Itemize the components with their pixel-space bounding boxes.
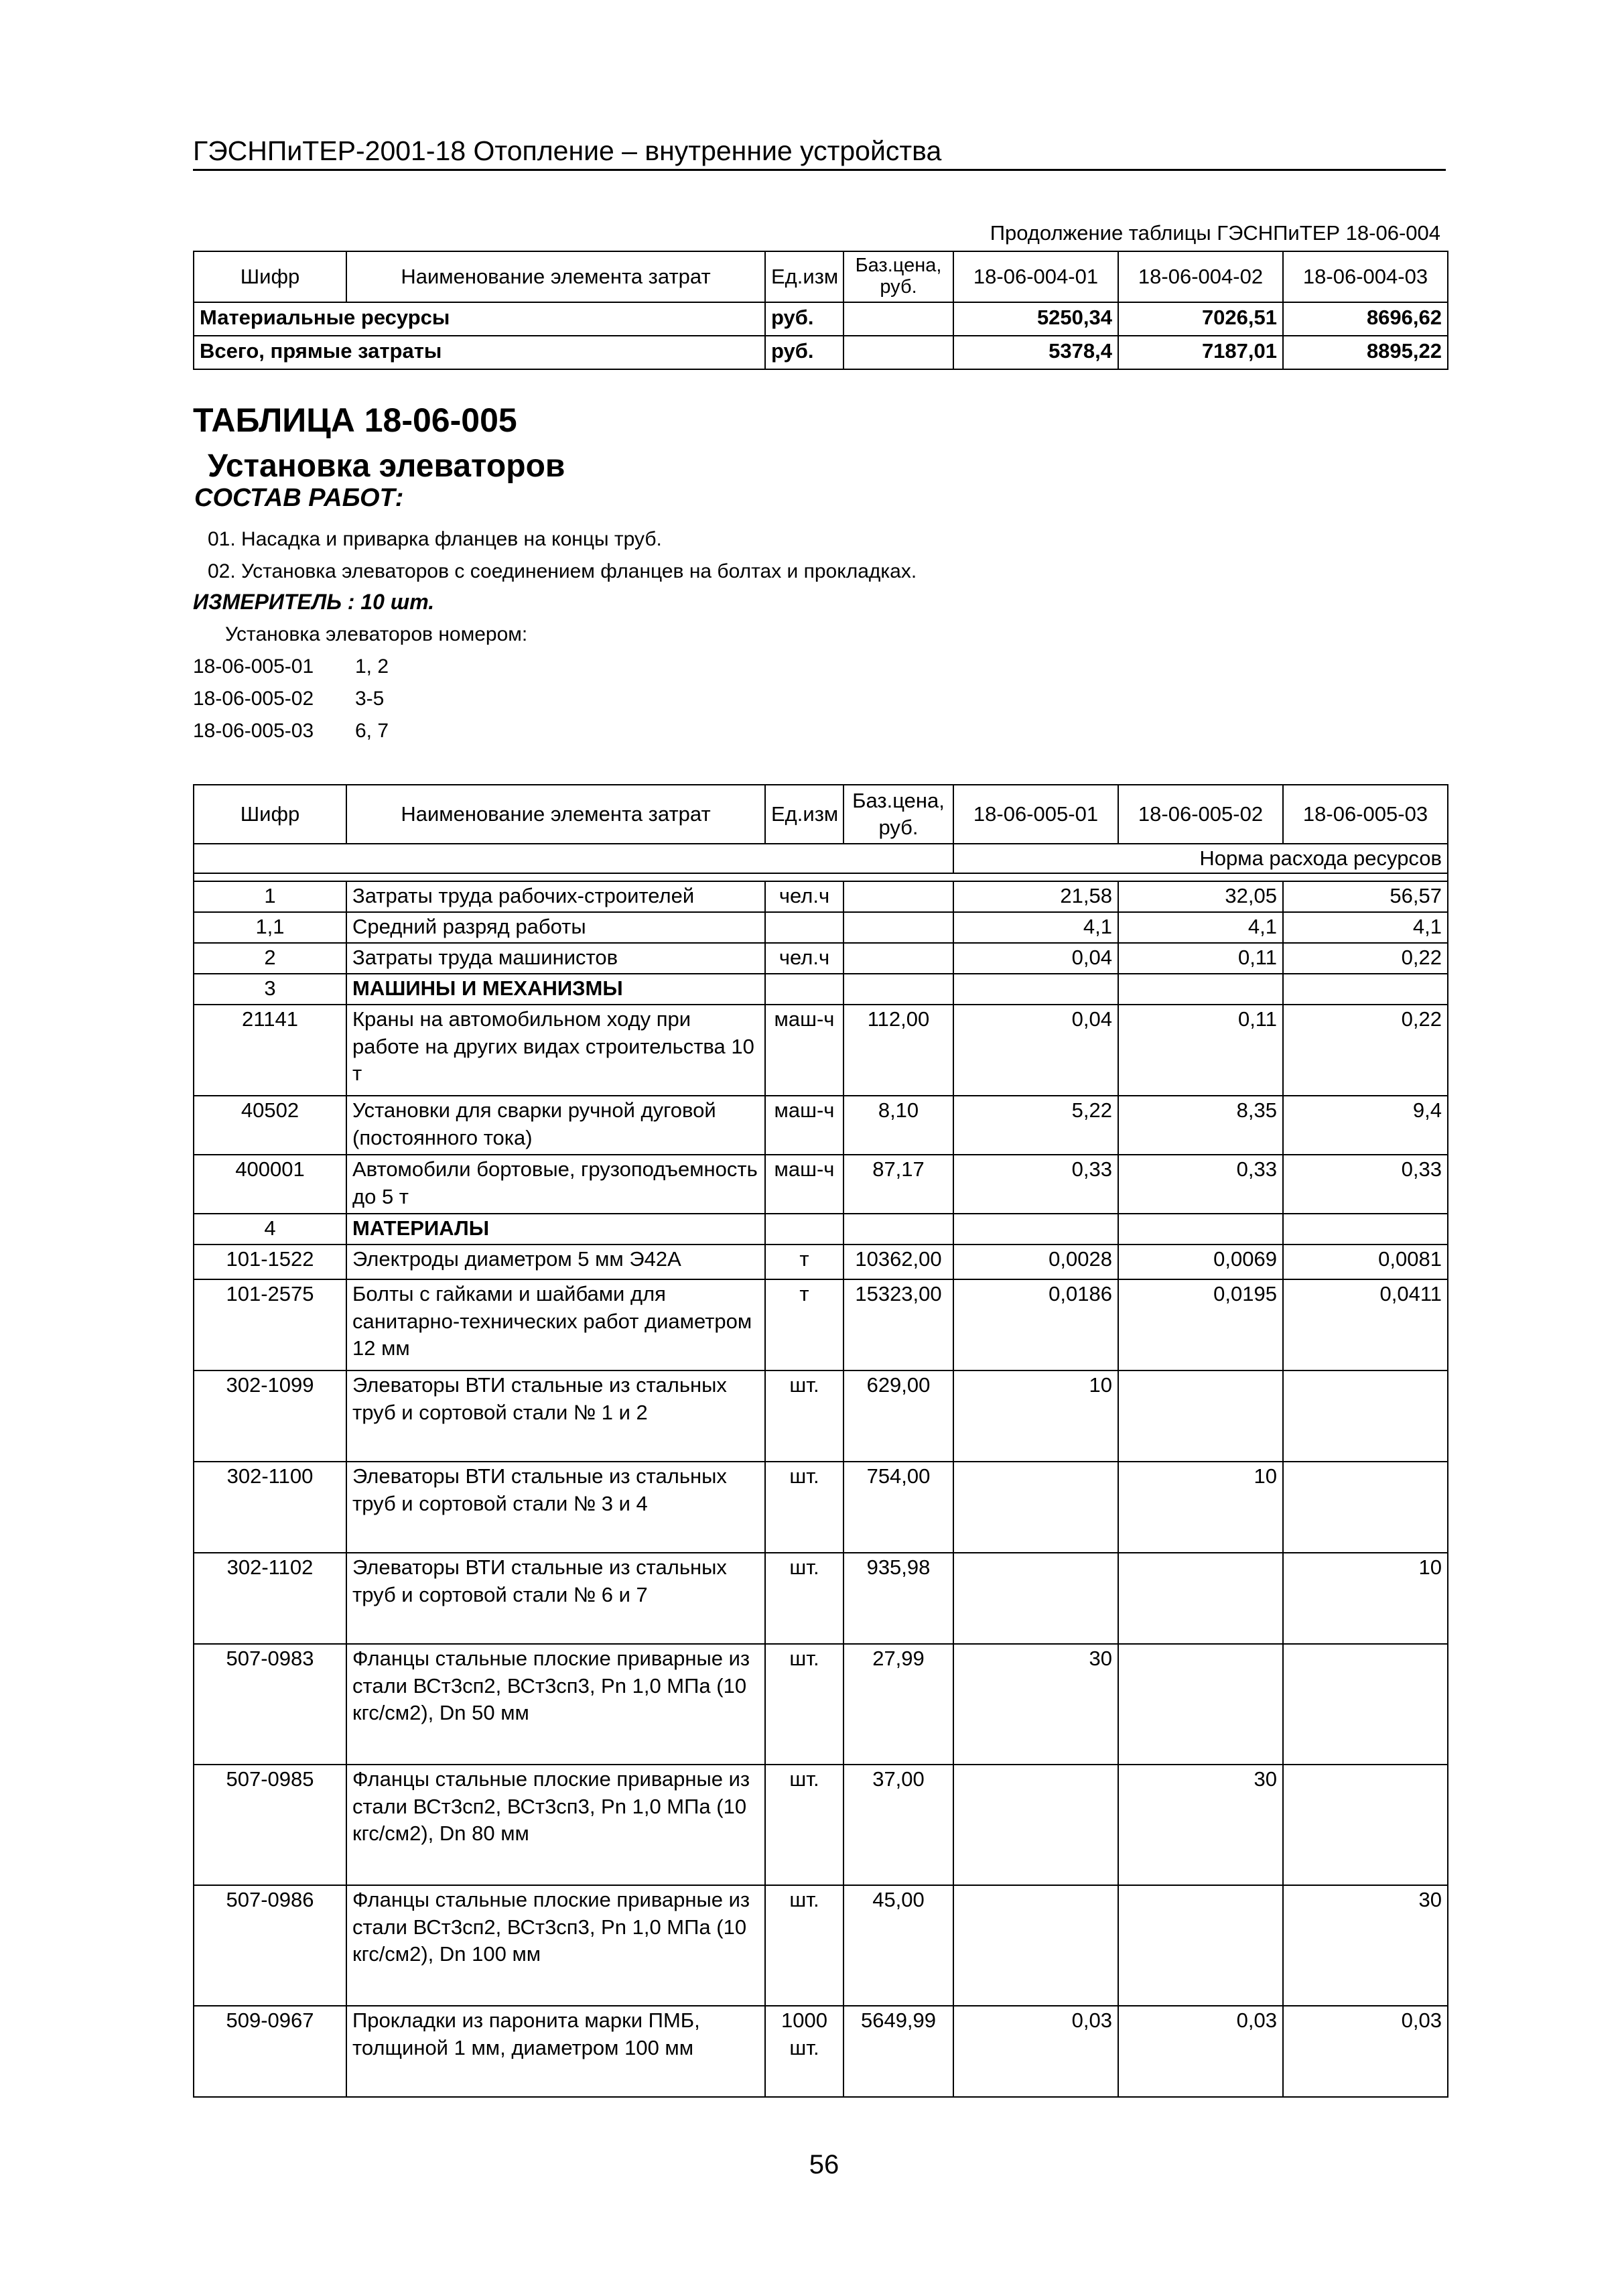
row-code: 302-1100: [194, 1462, 346, 1553]
row-v1: [953, 1214, 1118, 1245]
row-unit: чел.ч: [765, 881, 843, 912]
row-v3: 4,1: [1283, 912, 1448, 943]
continuation-header-row: [194, 251, 1448, 302]
column-header: Ед.изм: [765, 251, 843, 302]
column-header: Шифр: [194, 251, 346, 302]
column-header: Баз.цена, руб.: [843, 785, 953, 844]
column-header: 18-06-005-02: [1118, 785, 1283, 844]
row-unit: шт.: [765, 1462, 843, 1553]
row-value: 5250,34: [953, 302, 1118, 336]
row-v2: 0,11: [1118, 943, 1283, 974]
norm-row: [194, 844, 1448, 873]
column-header: Шифр: [194, 785, 346, 844]
row-price: 10362,00: [843, 1245, 953, 1279]
row-price: 15323,00: [843, 1279, 953, 1370]
row-code: 400001: [194, 1155, 346, 1214]
operation-item: 02. Установка элеваторов с соединением фланцев на болтах и прокладках.: [208, 560, 917, 582]
table-title: ТАБЛИЦА 18-06-005: [193, 401, 517, 439]
variant-code: 18-06-005-02: [193, 688, 314, 710]
row-code: 509-0967: [194, 2006, 346, 2097]
column-header: 18-06-004-01: [953, 251, 1118, 302]
row-v1: 0,04: [953, 1005, 1118, 1096]
row-code: 507-0986: [194, 1885, 346, 2006]
row-code: 3: [194, 974, 346, 1005]
row-v2: 0,0069: [1118, 1245, 1283, 1279]
row-v3: [1283, 1370, 1448, 1462]
table-subtitle: Установка элеваторов: [208, 448, 565, 484]
row-code: 101-2575: [194, 1279, 346, 1370]
row-unit: маш-ч: [765, 1005, 843, 1096]
row-code: 2: [194, 943, 346, 974]
row-v1: [953, 1885, 1118, 2006]
row-unit: 1000 шт.: [765, 2006, 843, 2097]
row-v2: 10: [1118, 1462, 1283, 1553]
table-row: [194, 1462, 1448, 1553]
row-v2: [1118, 1644, 1283, 1765]
row-v3: [1283, 1214, 1448, 1245]
row-unit: шт.: [765, 1765, 843, 1885]
row-v3: 0,0081: [1283, 1245, 1448, 1279]
row-price: [843, 912, 953, 943]
row-name: МАТЕРИАЛЫ: [346, 1214, 765, 1245]
row-v2: [1118, 974, 1283, 1005]
table-row: [194, 1553, 1448, 1644]
row-value: 7187,01: [1118, 336, 1283, 369]
variant-code: 18-06-005-03: [193, 720, 314, 742]
row-price: 5649,99: [843, 2006, 953, 2097]
row-name: Краны на автомобильном ходу при работе на других видах строительства 10 т: [346, 1005, 765, 1096]
column-header: Наименование элемента затрат: [346, 785, 765, 844]
continuation-table: [193, 251, 1448, 370]
row-unit: чел.ч: [765, 943, 843, 974]
row-code: 507-0985: [194, 1765, 346, 1885]
row-v1: 0,0186: [953, 1279, 1118, 1370]
continuation-caption: Продолжение таблицы ГЭСНПиТЕР 18-06-004: [990, 221, 1440, 245]
table-row: [194, 1214, 1448, 1245]
table-row: [194, 1155, 1448, 1214]
row-price: 45,00: [843, 1885, 953, 2006]
table-separator: [194, 873, 1448, 881]
operation-item: 01. Насадка и приварка фланцев на концы труб.: [208, 528, 662, 550]
column-header: 18-06-004-02: [1118, 251, 1283, 302]
row-v1: 21,58: [953, 881, 1118, 912]
row-price: 629,00: [843, 1370, 953, 1462]
row-code: 302-1102: [194, 1553, 346, 1644]
row-name: МАШИНЫ И МЕХАНИЗМЫ: [346, 974, 765, 1005]
row-code: 101-1522: [194, 1245, 346, 1279]
row-unit: [765, 974, 843, 1005]
resource-table: [193, 784, 1448, 2098]
row-price: [843, 336, 953, 369]
row-name: Фланцы стальные плоские приварные из стали ВСт3сп2, ВСт3сп3, Рn 1,0 МПа (10 кгс/см2), Dn 80 мм: [346, 1765, 765, 1885]
column-header: Ед.изм: [765, 785, 843, 844]
row-price: [843, 1214, 953, 1245]
row-name: Прокладки из паронита марки ПМБ, толщиной 1 мм, диаметром 100 мм: [346, 2006, 765, 2097]
row-v2: [1118, 1885, 1283, 2006]
table-row: [194, 336, 1448, 369]
row-price: [843, 974, 953, 1005]
row-v1: 5,22: [953, 1096, 1118, 1155]
work-composition-label: СОСТАВ РАБОТ:: [194, 484, 404, 512]
column-header: 18-06-005-01: [953, 785, 1118, 844]
table-row: [194, 1370, 1448, 1462]
row-name: Всего, прямые затраты: [194, 336, 765, 369]
row-v1: [953, 1553, 1118, 1644]
row-unit: т: [765, 1279, 843, 1370]
row-unit: маш-ч: [765, 1155, 843, 1214]
row-unit: шт.: [765, 1370, 843, 1462]
row-unit: шт.: [765, 1644, 843, 1765]
row-v2: 0,33: [1118, 1155, 1283, 1214]
row-v1: [953, 1462, 1118, 1553]
row-unit: руб.: [765, 302, 843, 336]
row-price: 935,98: [843, 1553, 953, 1644]
row-code: 507-0983: [194, 1644, 346, 1765]
variant-value: 6, 7: [355, 720, 389, 742]
row-v1: [953, 1765, 1118, 1885]
resource-rows: [194, 881, 1448, 2097]
row-name: Затраты труда рабочих-строителей: [346, 881, 765, 912]
row-v1: 10: [953, 1370, 1118, 1462]
row-v2: 32,05: [1118, 881, 1283, 912]
resource-header-row: [194, 785, 1448, 844]
row-v2: [1118, 1553, 1283, 1644]
variant-value: 3-5: [355, 688, 385, 710]
page-number: 56: [809, 2150, 839, 2179]
measure-unit-label: ИЗМЕРИТЕЛЬ : 10 шт.: [193, 590, 435, 614]
row-v2: 0,11: [1118, 1005, 1283, 1096]
row-price: 112,00: [843, 1005, 953, 1096]
table-row: [194, 1279, 1448, 1370]
norm-spacer: [194, 844, 953, 873]
row-value: 8696,62: [1283, 302, 1448, 336]
row-v3: [1283, 1765, 1448, 1885]
table-row: [194, 1096, 1448, 1155]
row-v3: 56,57: [1283, 881, 1448, 912]
row-v1: 0,33: [953, 1155, 1118, 1214]
row-name: Автомобили бортовые, грузоподъемность до 5 т: [346, 1155, 765, 1214]
row-unit: т: [765, 1245, 843, 1279]
row-v2: [1118, 1214, 1283, 1245]
install-variants-label: Установка элеваторов номером:: [225, 623, 528, 645]
row-v3: 0,22: [1283, 1005, 1448, 1096]
row-unit: шт.: [765, 1553, 843, 1644]
row-name: Материальные ресурсы: [194, 302, 765, 336]
column-header: Наименование элемента затрат: [346, 251, 765, 302]
row-price: 8,10: [843, 1096, 953, 1155]
row-v3: [1283, 974, 1448, 1005]
row-code: 40502: [194, 1096, 346, 1155]
table-row: [194, 1885, 1448, 2006]
row-v3: 10: [1283, 1553, 1448, 1644]
row-price: [843, 881, 953, 912]
row-code: 21141: [194, 1005, 346, 1096]
row-v3: 0,03: [1283, 2006, 1448, 2097]
table-row: [194, 1005, 1448, 1096]
row-price: 27,99: [843, 1644, 953, 1765]
separator-row: [194, 873, 1448, 881]
row-unit: [765, 1214, 843, 1245]
column-header: 18-06-005-03: [1283, 785, 1448, 844]
row-price: [843, 302, 953, 336]
table-row: [194, 912, 1448, 943]
row-v1: 0,0028: [953, 1245, 1118, 1279]
row-v3: [1283, 1462, 1448, 1553]
row-v1: 30: [953, 1644, 1118, 1765]
row-v2: 0,0195: [1118, 1279, 1283, 1370]
row-v3: [1283, 1644, 1448, 1765]
row-name: Элеваторы ВТИ стальные из стальных труб и сортовой стали № 1 и 2: [346, 1370, 765, 1462]
row-name: Фланцы стальные плоские приварные из стали ВСт3сп2, ВСт3сп3, Рn 1,0 МПа (10 кгс/см2), Dn 50 мм: [346, 1644, 765, 1765]
row-code: 302-1099: [194, 1370, 346, 1462]
row-v3: 0,0411: [1283, 1279, 1448, 1370]
column-header: 18-06-004-03: [1283, 251, 1448, 302]
row-v2: [1118, 1370, 1283, 1462]
row-code: 4: [194, 1214, 346, 1245]
row-v3: 0,33: [1283, 1155, 1448, 1214]
row-name: Установки для сварки ручной дуговой (постоянного тока): [346, 1096, 765, 1155]
column-header: Баз.цена, руб.: [843, 251, 953, 302]
row-name: Фланцы стальные плоские приварные из стали ВСт3сп2, ВСт3сп3, Рn 1,0 МПа (10 кгс/см2), Dn 100 мм: [346, 1885, 765, 2006]
row-name: Элеваторы ВТИ стальные из стальных труб и сортовой стали № 6 и 7: [346, 1553, 765, 1644]
row-v3: 9,4: [1283, 1096, 1448, 1155]
row-v3: 30: [1283, 1885, 1448, 2006]
table-row: [194, 1644, 1448, 1765]
row-unit: маш-ч: [765, 1096, 843, 1155]
row-price: 754,00: [843, 1462, 953, 1553]
table-row: [194, 1765, 1448, 1885]
row-name: Затраты труда машинистов: [346, 943, 765, 974]
row-code: 1,1: [194, 912, 346, 943]
table-row: [194, 2006, 1448, 2097]
row-v1: [953, 974, 1118, 1005]
row-v2: 0,03: [1118, 2006, 1283, 2097]
table-row: [194, 302, 1448, 336]
row-v1: 4,1: [953, 912, 1118, 943]
row-name: Средний разряд работы: [346, 912, 765, 943]
header-rule: [193, 169, 1446, 171]
row-v2: 30: [1118, 1765, 1283, 1885]
row-v1: 0,04: [953, 943, 1118, 974]
row-value: 7026,51: [1118, 302, 1283, 336]
row-name: Электроды диаметром 5 мм Э42А: [346, 1245, 765, 1279]
row-v3: 0,22: [1283, 943, 1448, 974]
row-price: 87,17: [843, 1155, 953, 1214]
row-unit: шт.: [765, 1885, 843, 2006]
table-row: [194, 1245, 1448, 1279]
row-unit: руб.: [765, 336, 843, 369]
row-value: 5378,4: [953, 336, 1118, 369]
row-price: 37,00: [843, 1765, 953, 1885]
variant-code: 18-06-005-01: [193, 655, 314, 678]
row-value: 8895,22: [1283, 336, 1448, 369]
row-v1: 0,03: [953, 2006, 1118, 2097]
document-header: ГЭСНПиТЕР-2001-18 Отопление – внутренние устройства: [193, 135, 942, 166]
row-name: Элеваторы ВТИ стальные из стальных труб и сортовой стали № 3 и 4: [346, 1462, 765, 1553]
table-row: [194, 943, 1448, 974]
table-row: [194, 974, 1448, 1005]
table-row: [194, 881, 1448, 912]
norm-label: Норма расхода ресурсов: [953, 844, 1448, 873]
row-price: [843, 943, 953, 974]
row-v2: 4,1: [1118, 912, 1283, 943]
row-v2: 8,35: [1118, 1096, 1283, 1155]
row-unit: [765, 912, 843, 943]
row-code: 1: [194, 881, 346, 912]
variant-value: 1, 2: [355, 655, 389, 678]
row-name: Болты с гайками и шайбами для санитарно-технических работ диаметром 12 мм: [346, 1279, 765, 1370]
